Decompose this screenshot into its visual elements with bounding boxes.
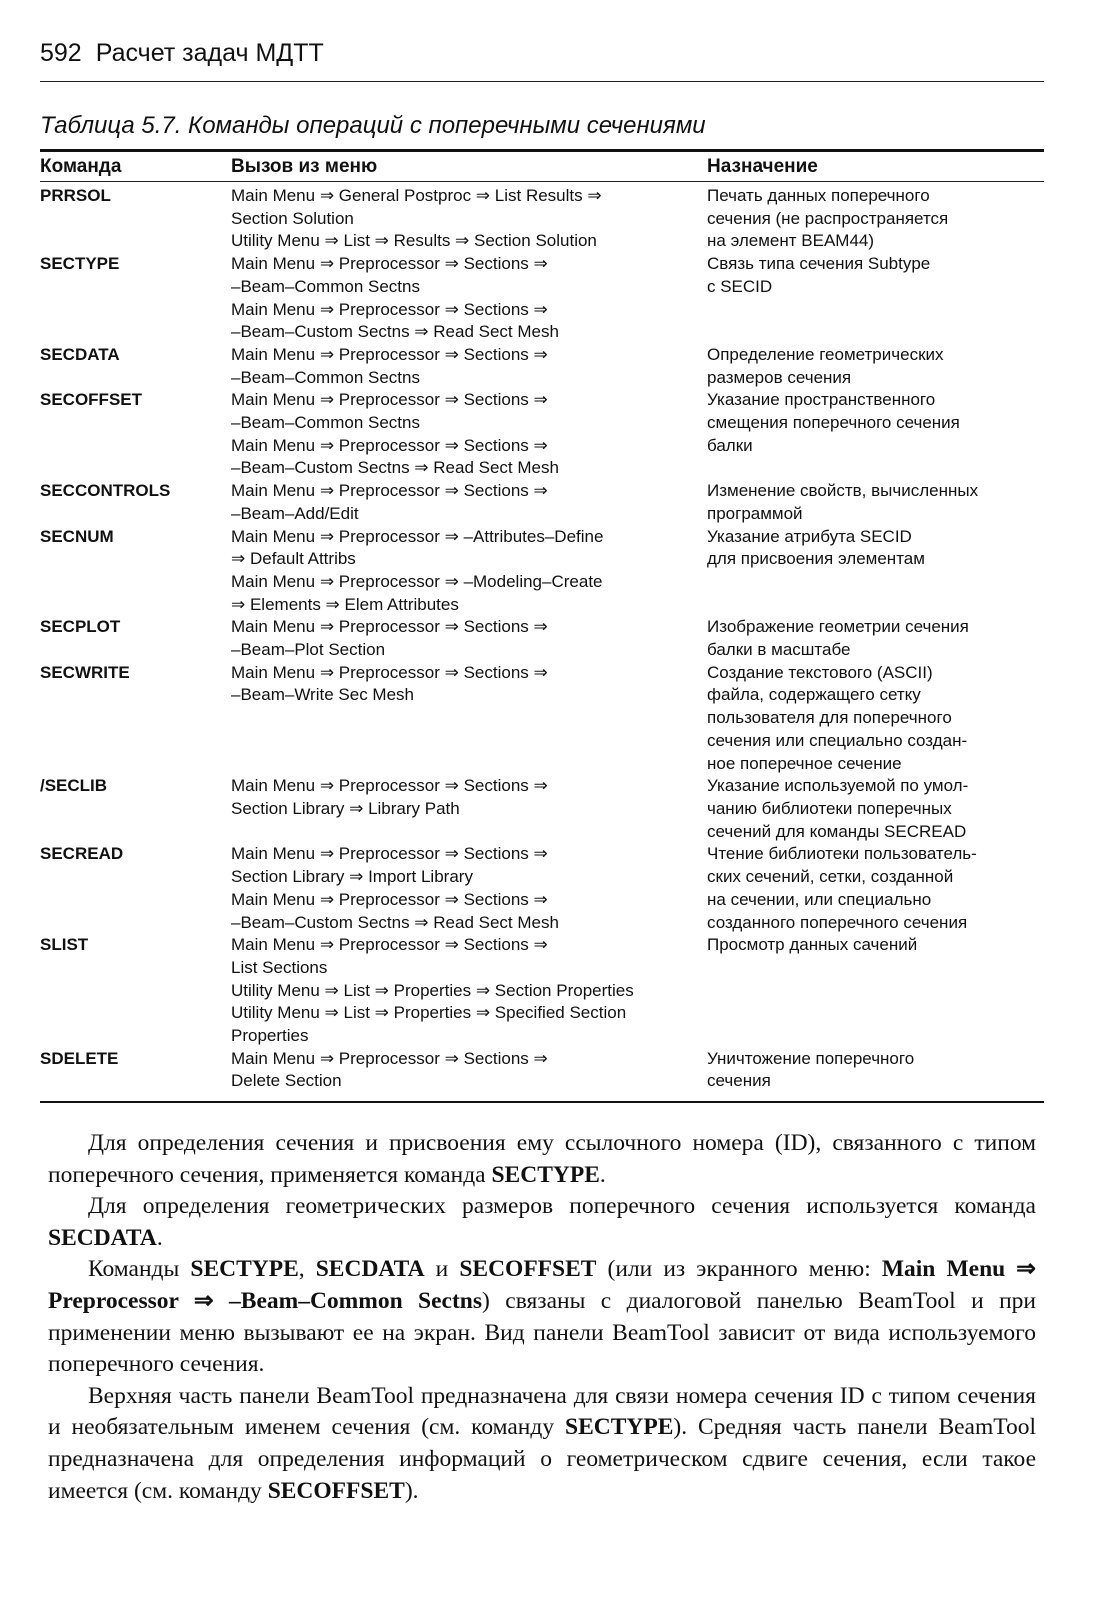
running-title: Расчет задач МДТТ xyxy=(95,39,324,67)
menu-path-line: –Beam–Add/Edit xyxy=(231,503,359,523)
purpose-line: Указание атрибута SECID xyxy=(707,526,912,546)
command-reference: SECOFFSET xyxy=(459,1256,597,1283)
purpose-cell xyxy=(707,934,1044,1048)
commands-table xyxy=(40,155,1044,1096)
menu-path-line: Main Menu ⇒ Preprocessor ⇒ Sections ⇒ xyxy=(231,844,548,864)
paragraph xyxy=(48,1191,1036,1254)
table-row xyxy=(40,616,1044,661)
table-body xyxy=(40,182,1044,1097)
table-caption: Таблица 5.7. Команды операций с поперечными сечениями xyxy=(40,112,706,139)
command-cell: SDELETE xyxy=(40,1048,119,1068)
column-header-command: Команда xyxy=(40,155,231,182)
table-bottom-rule xyxy=(40,1101,1044,1103)
command-cell: /SECLIB xyxy=(40,776,108,796)
table-row xyxy=(40,253,1044,344)
purpose-cell xyxy=(707,775,1044,843)
purpose-cell xyxy=(707,389,1044,480)
command-cell: SECTYPE xyxy=(40,254,120,274)
purpose-line: с SECID xyxy=(707,276,773,296)
purpose-cell xyxy=(707,1048,1044,1096)
purpose-line: на сечении, или специально xyxy=(707,889,932,909)
purpose-line: для присвоения элементам xyxy=(707,549,925,569)
menu-path-cell xyxy=(231,526,707,617)
purpose-line: Изображение геометрии сечения xyxy=(707,617,969,637)
menu-path-line: Main Menu ⇒ Preprocessor ⇒ Sections ⇒ xyxy=(231,935,548,955)
menu-path-cell xyxy=(231,389,707,480)
menu-path-cell xyxy=(231,344,707,389)
menu-path-line: Utility Menu ⇒ List ⇒ Properties ⇒ Specified Section xyxy=(231,1003,627,1023)
menu-path-line: Main Menu ⇒ Preprocessor ⇒ Sections ⇒ xyxy=(231,481,548,501)
purpose-line: Изменение свойств, вычисленных xyxy=(707,481,979,501)
menu-path-line: –Beam–Custom Sectns ⇒ Read Sect Mesh xyxy=(231,912,559,932)
purpose-line: Создание текстового (ASCII) xyxy=(707,662,933,682)
table-row xyxy=(40,1048,1044,1096)
menu-path-cell xyxy=(231,843,707,934)
purpose-line: программой xyxy=(707,503,803,523)
command-reference: SECDATA xyxy=(315,1256,425,1283)
purpose-cell xyxy=(707,616,1044,661)
menu-path-line: Main Menu ⇒ Preprocessor ⇒ Sections ⇒ xyxy=(231,776,548,796)
purpose-line: чанию библиотеки поперечных xyxy=(707,798,952,818)
paragraph xyxy=(48,1128,1036,1191)
menu-path-line: Section Solution xyxy=(231,208,354,228)
menu-path-line: –Beam–Custom Sectns ⇒ Read Sect Mesh xyxy=(231,458,559,478)
menu-path-cell xyxy=(231,480,707,525)
purpose-line: Печать данных поперечного xyxy=(707,186,930,205)
paragraph-text: Для определения геометрических размеров поперечного сечения используется команда xyxy=(88,1193,1036,1220)
purpose-cell xyxy=(707,182,1044,254)
purpose-line: Чтение библиотеки пользователь- xyxy=(707,844,977,864)
paragraph-text: ) связаны с диалоговой панелью BeamTool и при применении меню вызывают ее на экран. Вид панели BeamTool зависит от вида используемого поперечного сечения. xyxy=(48,1287,1036,1378)
command-cell: SECWRITE xyxy=(40,662,130,682)
purpose-line: сечения (не распространяется xyxy=(707,208,949,228)
table-row xyxy=(40,182,1044,254)
purpose-line: Указание пространственного xyxy=(707,390,936,410)
menu-path-cell xyxy=(231,616,707,661)
purpose-line: Уничтожение поперечного xyxy=(707,1048,915,1068)
purpose-cell xyxy=(707,253,1044,344)
menu-path-line: Main Menu ⇒ Preprocessor ⇒ Sections ⇒ xyxy=(231,889,548,909)
command-cell: SECCONTROLS xyxy=(40,481,171,501)
table-row xyxy=(40,662,1044,776)
purpose-line: размеров сечения xyxy=(707,367,852,387)
paragraph xyxy=(48,1381,1036,1507)
menu-path-line: Delete Section xyxy=(231,1071,342,1091)
menu-path-line: Section Library ⇒ Library Path xyxy=(231,798,460,818)
menu-path-line: –Beam–Common Sectns xyxy=(231,413,420,433)
page-number: 592 xyxy=(40,39,82,67)
purpose-line: балки xyxy=(707,435,753,455)
purpose-line: Связь типа сечения Subtype xyxy=(707,254,931,274)
header-rule xyxy=(40,81,1044,82)
purpose-cell xyxy=(707,480,1044,525)
purpose-line: балки в масштабе xyxy=(707,640,851,660)
paragraph-text: Для определения сечения и присвоения ему ссылочного номера (ID), связанного с типом поперечного сечения, применяется команда xyxy=(48,1130,1036,1188)
menu-path-line: –Beam–Common Sectns xyxy=(231,276,420,296)
menu-path-line: –Beam–Plot Section xyxy=(231,640,386,660)
paragraph-text: (или из экранного меню: xyxy=(596,1256,882,1283)
menu-path-line: Properties xyxy=(231,1026,309,1046)
menu-path-cell xyxy=(231,662,707,776)
menu-path-line: Main Menu ⇒ Preprocessor ⇒ Sections ⇒ xyxy=(231,662,548,682)
menu-path-cell xyxy=(231,934,707,1048)
purpose-line: смещения поперечного сечения xyxy=(707,413,960,433)
menu-path-line: Main Menu ⇒ Preprocessor ⇒ Sections ⇒ xyxy=(231,344,548,364)
paragraph-text: ). xyxy=(404,1477,419,1504)
command-reference: SECOFFSET xyxy=(267,1477,405,1504)
menu-path-line: Main Menu ⇒ Preprocessor ⇒ Sections ⇒ xyxy=(231,390,548,410)
menu-path-line: Main Menu ⇒ Preprocessor ⇒ Sections ⇒ xyxy=(231,299,548,319)
menu-path-cell xyxy=(231,253,707,344)
menu-path-line: Utility Menu ⇒ List ⇒ Properties ⇒ Section Properties xyxy=(231,980,634,1000)
table-row xyxy=(40,526,1044,617)
purpose-cell xyxy=(707,526,1044,617)
menu-path-line: –Beam–Custom Sectns ⇒ Read Sect Mesh xyxy=(231,322,559,342)
purpose-line: созданного поперечного сечения xyxy=(707,912,968,932)
command-cell: SECOFFSET xyxy=(40,390,143,410)
menu-path-line: Main Menu ⇒ Preprocessor ⇒ Sections ⇒ xyxy=(231,617,548,637)
body-text xyxy=(48,1128,1036,1507)
paragraph-text: . xyxy=(156,1224,163,1251)
menu-path-line: –Beam–Write Sec Mesh xyxy=(231,685,414,705)
menu-path-line: Utility Menu ⇒ List ⇒ Results ⇒ Section Solution xyxy=(231,231,597,251)
table-row xyxy=(40,775,1044,843)
command-reference: SECTYPE xyxy=(491,1161,600,1188)
menu-path-cell xyxy=(231,775,707,843)
page-header xyxy=(40,36,1044,70)
menu-path-cell xyxy=(231,182,707,254)
purpose-cell xyxy=(707,843,1044,934)
command-reference: Main Menu ⇒ Preprocessor ⇒ –Beam–Common Sectns xyxy=(48,1256,1036,1314)
paragraph-text: и xyxy=(424,1256,460,1283)
table-row xyxy=(40,389,1044,480)
command-cell: SECDATA xyxy=(40,344,120,364)
table-top-rule xyxy=(40,149,1044,152)
menu-path-line: Section Library ⇒ Import Library xyxy=(231,867,473,887)
menu-path-line: ⇒ Elements ⇒ Elem Attributes xyxy=(231,594,459,614)
command-cell: SLIST xyxy=(40,935,89,955)
table-row xyxy=(40,344,1044,389)
table-row xyxy=(40,843,1044,934)
paragraph-text: , xyxy=(298,1256,316,1283)
paragraph-text: Команды xyxy=(88,1256,191,1283)
purpose-line: ное поперечное сечение xyxy=(707,753,902,773)
menu-path-line: –Beam–Common Sectns xyxy=(231,367,420,387)
purpose-line: ских сечений, сетки, созданной xyxy=(707,867,954,887)
purpose-line: сечения или специально создан- xyxy=(707,730,968,750)
table-row xyxy=(40,480,1044,525)
menu-path-line: Main Menu ⇒ Preprocessor ⇒ –Modeling–Create xyxy=(231,571,603,591)
menu-path-line: Main Menu ⇒ Preprocessor ⇒ Sections ⇒ xyxy=(231,1048,548,1068)
table-header-row xyxy=(40,155,1044,182)
command-reference: SECTYPE xyxy=(565,1414,674,1441)
column-header-purpose: Назначение xyxy=(707,155,1044,182)
menu-path-line: Main Menu ⇒ Preprocessor ⇒ Sections ⇒ xyxy=(231,435,548,455)
purpose-line: файла, содержащего сетку xyxy=(707,685,921,705)
paragraph-text: Верхняя часть панели BeamTool предназначена для связи номера сечения ID с типом сечения и необязательным именем сечения (см. команду xyxy=(48,1382,1036,1441)
menu-path-line: List Sections xyxy=(231,957,328,977)
purpose-line: Просмотр данных сачений xyxy=(707,935,918,955)
paragraph-text: ). Средняя часть панели BeamTool предназначена для определения информаций о геометрическом сдвиге сечения, если такое имеется (см. команду xyxy=(48,1414,1037,1504)
table-row xyxy=(40,934,1044,1048)
command-cell: PRRSOL xyxy=(40,186,111,205)
command-reference: SECTYPE xyxy=(190,1256,299,1283)
command-cell: SECREAD xyxy=(40,844,124,864)
paragraph-text: . xyxy=(599,1161,606,1188)
paragraph xyxy=(48,1254,1036,1380)
purpose-line: сечений для команды SECREAD xyxy=(707,821,967,841)
purpose-line: на элемент BEAM44) xyxy=(707,231,875,251)
menu-path-line: Main Menu ⇒ General Postproc ⇒ List Results ⇒ xyxy=(231,186,602,205)
menu-path-line: ⇒ Default Attribs xyxy=(231,549,356,569)
command-cell: SECPLOT xyxy=(40,617,121,637)
menu-path-line: Main Menu ⇒ Preprocessor ⇒ Sections ⇒ xyxy=(231,254,548,274)
menu-path-line: Main Menu ⇒ Preprocessor ⇒ –Attributes–Define xyxy=(231,526,604,546)
purpose-line: Указание используемой по умол- xyxy=(707,776,969,796)
purpose-line: Определение геометрических xyxy=(707,344,944,364)
command-cell: SECNUM xyxy=(40,526,114,546)
menu-path-cell xyxy=(231,1048,707,1096)
column-header-menu: Вызов из меню xyxy=(231,155,707,182)
purpose-cell xyxy=(707,662,1044,776)
command-reference: SECDATA xyxy=(48,1224,157,1251)
purpose-line: сечения xyxy=(707,1071,771,1091)
purpose-line: пользователя для поперечного xyxy=(707,708,952,728)
purpose-cell xyxy=(707,344,1044,389)
